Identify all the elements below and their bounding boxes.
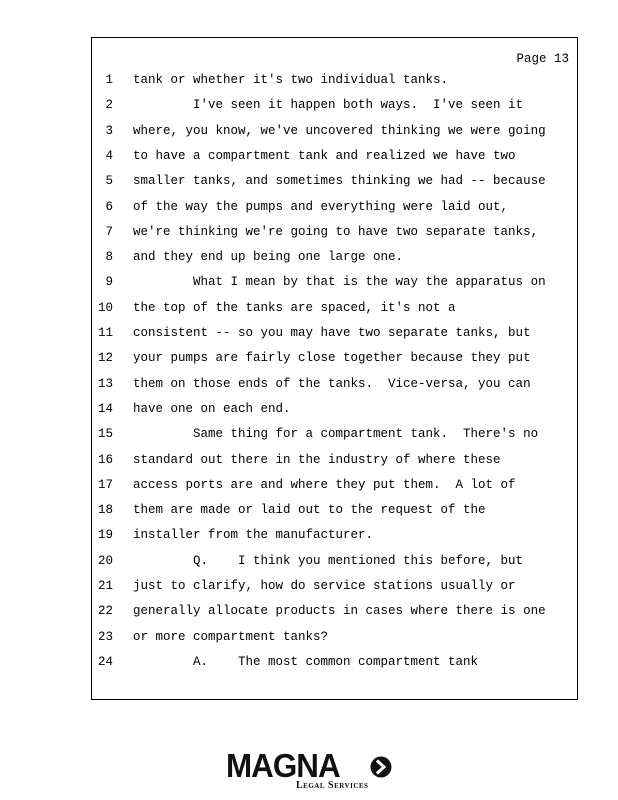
line-number: 18	[97, 503, 113, 518]
line-text: smaller tanks, and sometimes thinking we had -- because	[133, 174, 546, 189]
line-number: 3	[105, 123, 113, 138]
transcript-line	[92, 375, 577, 393]
logo-subtitle: Legal Services	[296, 780, 369, 791]
transcript-line	[92, 476, 577, 494]
line-number: 23	[97, 629, 113, 644]
line-number: 9	[105, 275, 113, 290]
transcript-line	[92, 526, 577, 544]
transcript-line	[92, 552, 577, 570]
line-number: 6	[105, 199, 113, 214]
transcript-line	[92, 122, 577, 140]
transcript-line	[92, 400, 577, 418]
line-text: or more compartment tanks?	[133, 629, 329, 644]
line-number: 8	[105, 250, 113, 265]
line-number: 2	[105, 98, 113, 113]
line-number: 12	[97, 351, 113, 366]
page-number: Page 13	[516, 52, 569, 66]
transcript-line	[92, 349, 577, 367]
line-text: them on those ends of the tanks. Vice-versa, you can	[133, 376, 531, 391]
logo-wordmark: MAGNA	[226, 747, 340, 784]
transcript-line	[92, 147, 577, 165]
line-text: What I mean by that is the way the apparatus on	[133, 275, 546, 290]
line-number: 22	[97, 604, 113, 619]
transcript-line	[92, 324, 577, 342]
transcript-line	[92, 299, 577, 317]
line-number: 13	[97, 376, 113, 391]
line-text: your pumps are fairly close together because they put	[133, 351, 531, 366]
line-text: I've seen it happen both ways. I've seen it	[133, 98, 524, 113]
line-text: we're thinking we're going to have two separate tanks,	[133, 224, 539, 239]
line-text: access ports are and where they put them. A lot of	[133, 477, 516, 492]
transcript-page	[91, 37, 578, 700]
chevron-right-circle-icon	[370, 756, 392, 778]
magna-logo	[222, 748, 402, 794]
line-number: 1	[105, 73, 113, 87]
line-text: consistent -- so you may have two separate tanks, but	[133, 326, 531, 340]
line-text: installer from the manufacturer.	[133, 528, 374, 543]
transcript-line	[92, 602, 577, 620]
line-text: Same thing for a compartment tank. There's no	[133, 427, 539, 442]
line-number: 7	[105, 224, 113, 239]
line-number: 17	[97, 477, 113, 492]
transcript-line	[92, 451, 577, 469]
transcript-line	[92, 71, 577, 89]
line-text: standard out there in the industry of where these	[133, 452, 501, 467]
line-number: 4	[105, 148, 113, 163]
line-text: them are made or laid out to the request of the	[133, 503, 486, 518]
line-number: 15	[97, 427, 113, 442]
line-number: 5	[105, 174, 113, 189]
line-text: A. The most common compartment tank	[133, 654, 479, 669]
line-text: tank or whether it's two individual tanks.	[133, 73, 449, 87]
line-number: 20	[97, 553, 113, 568]
transcript-line	[92, 628, 577, 646]
line-number: 11	[97, 326, 113, 340]
transcript-line	[92, 501, 577, 519]
transcript-line	[92, 248, 577, 266]
line-number: 16	[97, 452, 113, 467]
transcript-line	[92, 96, 577, 114]
line-number: 19	[97, 528, 113, 543]
line-number: 14	[97, 401, 113, 416]
line-text: where, you know, we've uncovered thinking we were going	[133, 123, 546, 138]
line-text: Q. I think you mentioned this before, but	[133, 553, 524, 568]
line-number: 10	[97, 300, 113, 315]
line-text: generally allocate products in cases where there is one	[133, 604, 546, 619]
transcript-line	[92, 425, 577, 443]
line-number: 21	[97, 579, 113, 593]
line-text: of the way the pumps and everything were laid out,	[133, 199, 509, 214]
transcript-line	[92, 273, 577, 291]
line-text: to have a compartment tank and realized we have two	[133, 148, 516, 163]
line-text: and they end up being one large one.	[133, 250, 404, 265]
transcript-line	[92, 653, 577, 671]
line-text: just to clarify, how do service stations usually or	[133, 579, 516, 593]
transcript-line	[92, 198, 577, 216]
line-text: have one on each end.	[133, 401, 291, 416]
transcript-line	[92, 577, 577, 595]
line-text: the top of the tanks are spaced, it's not a	[133, 300, 456, 315]
transcript-line	[92, 223, 577, 241]
transcript-line	[92, 172, 577, 190]
line-number: 24	[97, 654, 113, 669]
